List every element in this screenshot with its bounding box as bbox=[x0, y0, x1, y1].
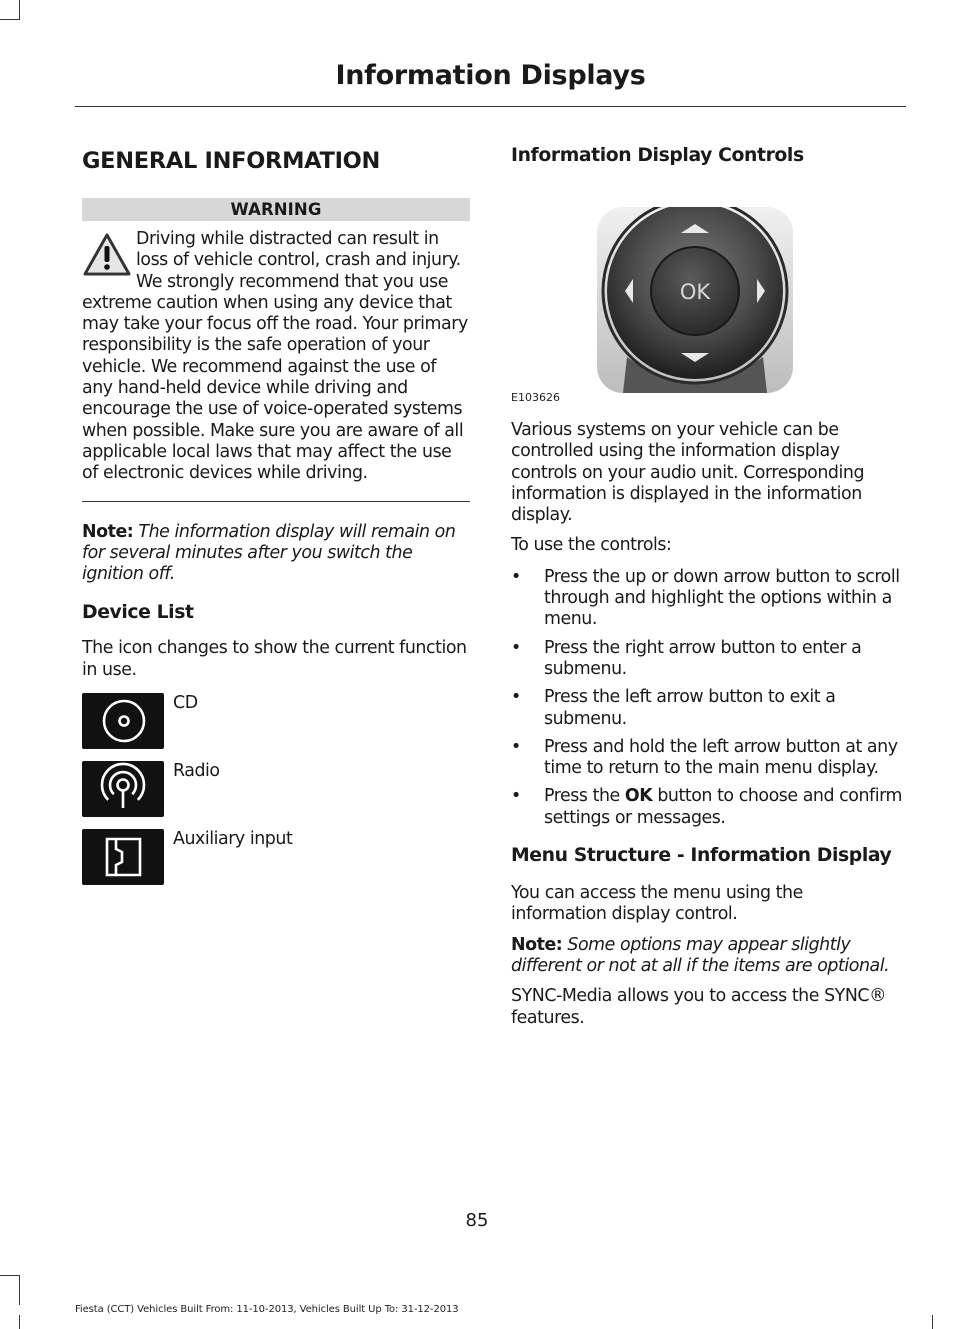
crop-mark bbox=[19, 0, 20, 20]
to-use-text: To use the controls: bbox=[511, 535, 672, 556]
device-list-intro: The icon changes to show the current function in use. bbox=[82, 638, 467, 680]
bullet: • bbox=[511, 687, 521, 708]
device-label: Auxiliary input bbox=[173, 829, 293, 850]
title-divider bbox=[75, 106, 906, 107]
crop-mark bbox=[0, 19, 20, 20]
crop-mark bbox=[19, 1315, 20, 1329]
bullet-text: Press the left arrow button to exit a submenu. bbox=[544, 687, 836, 729]
warning-divider bbox=[82, 501, 470, 502]
page-title: Information Displays bbox=[335, 60, 646, 91]
note-text: The information display will remain on for several minutes after you switch the ignition off. bbox=[82, 521, 456, 585]
control-figure bbox=[511, 177, 903, 405]
note-label: Note: bbox=[82, 521, 134, 542]
warning-box bbox=[82, 229, 470, 485]
controls-intro: Various systems on your vehicle can be controlled using the information display controls on your audio unit. Corresponding information is displayed in the information display. bbox=[511, 420, 865, 526]
bullet: • bbox=[511, 566, 521, 587]
list-item bbox=[82, 761, 470, 829]
note-label: Note: bbox=[511, 934, 563, 955]
list-item bbox=[511, 687, 903, 730]
list-item bbox=[511, 638, 903, 681]
sync-text: SYNC-Media allows you to access the SYNC® features. bbox=[511, 986, 887, 1028]
radio-icon bbox=[82, 761, 164, 817]
controls-title: Information Display Controls bbox=[511, 145, 804, 166]
control-pad-image bbox=[597, 207, 793, 393]
list-item bbox=[82, 829, 470, 897]
section-title: GENERAL INFORMATION bbox=[82, 148, 381, 174]
device-list bbox=[82, 693, 470, 897]
bullet: • bbox=[511, 736, 521, 757]
device-label: CD bbox=[173, 693, 198, 714]
crop-mark bbox=[932, 1315, 933, 1329]
list-item bbox=[511, 737, 903, 780]
list-item bbox=[511, 567, 903, 631]
figure-code: E103626 bbox=[511, 391, 560, 404]
controls-list bbox=[511, 567, 903, 829]
list-item bbox=[511, 786, 903, 829]
bullet-text-post: button to choose and confirm settings or messages. bbox=[544, 786, 902, 828]
menu-intro: You can access the menu using the information display control. bbox=[511, 883, 803, 925]
note bbox=[82, 522, 470, 586]
warning-text: Driving while distracted can result in loss of vehicle control, crash and injury. We strongly recommend that you use extreme caution when using any device that may take your focus off the road. Your primary responsibility is the safe operation of your vehicle. We recommend against the use of any hand-held device while driving and encourage the use of voice-operated systems when possible. Make sure you are aware of all applicable local laws that may affect the use of electronic devices while driving. bbox=[82, 229, 468, 484]
bullet-text-pre: Press the bbox=[544, 786, 625, 807]
menu-structure-title: Menu Structure - Information Display bbox=[511, 845, 892, 867]
warning-triangle-icon bbox=[82, 232, 132, 278]
note-text: Some options may appear slightly different or not at all if the items are optional. bbox=[511, 934, 890, 976]
device-list-title: Device List bbox=[82, 602, 194, 624]
crop-mark bbox=[0, 1275, 20, 1276]
bullet-text: Press the up or down arrow button to scroll through and highlight the options within a menu. bbox=[544, 566, 900, 630]
list-item bbox=[82, 693, 470, 761]
warning-header: WARNING bbox=[82, 198, 470, 221]
page-number: 85 bbox=[465, 1210, 489, 1231]
footer: Fiesta (CCT) Vehicles Built From: 11-10-2013, Vehicles Built Up To: 31-12-2013 bbox=[75, 1304, 459, 1315]
cd-icon bbox=[82, 693, 164, 749]
bullet-text: Press and hold the left arrow button at any time to return to the main menu display. bbox=[544, 736, 898, 779]
crop-mark bbox=[19, 1275, 20, 1305]
bullet-text-ok: OK bbox=[624, 786, 653, 807]
left-column bbox=[82, 140, 470, 897]
bullet-text: Press the right arrow button to enter a submenu. bbox=[544, 637, 862, 679]
aux-input-icon bbox=[82, 829, 164, 885]
right-column bbox=[511, 140, 903, 1029]
ok-button-label[interactable]: OK bbox=[679, 280, 711, 304]
note bbox=[511, 935, 903, 978]
bullet: • bbox=[511, 786, 521, 807]
device-label: Radio bbox=[173, 761, 220, 782]
bullet: • bbox=[511, 637, 521, 658]
